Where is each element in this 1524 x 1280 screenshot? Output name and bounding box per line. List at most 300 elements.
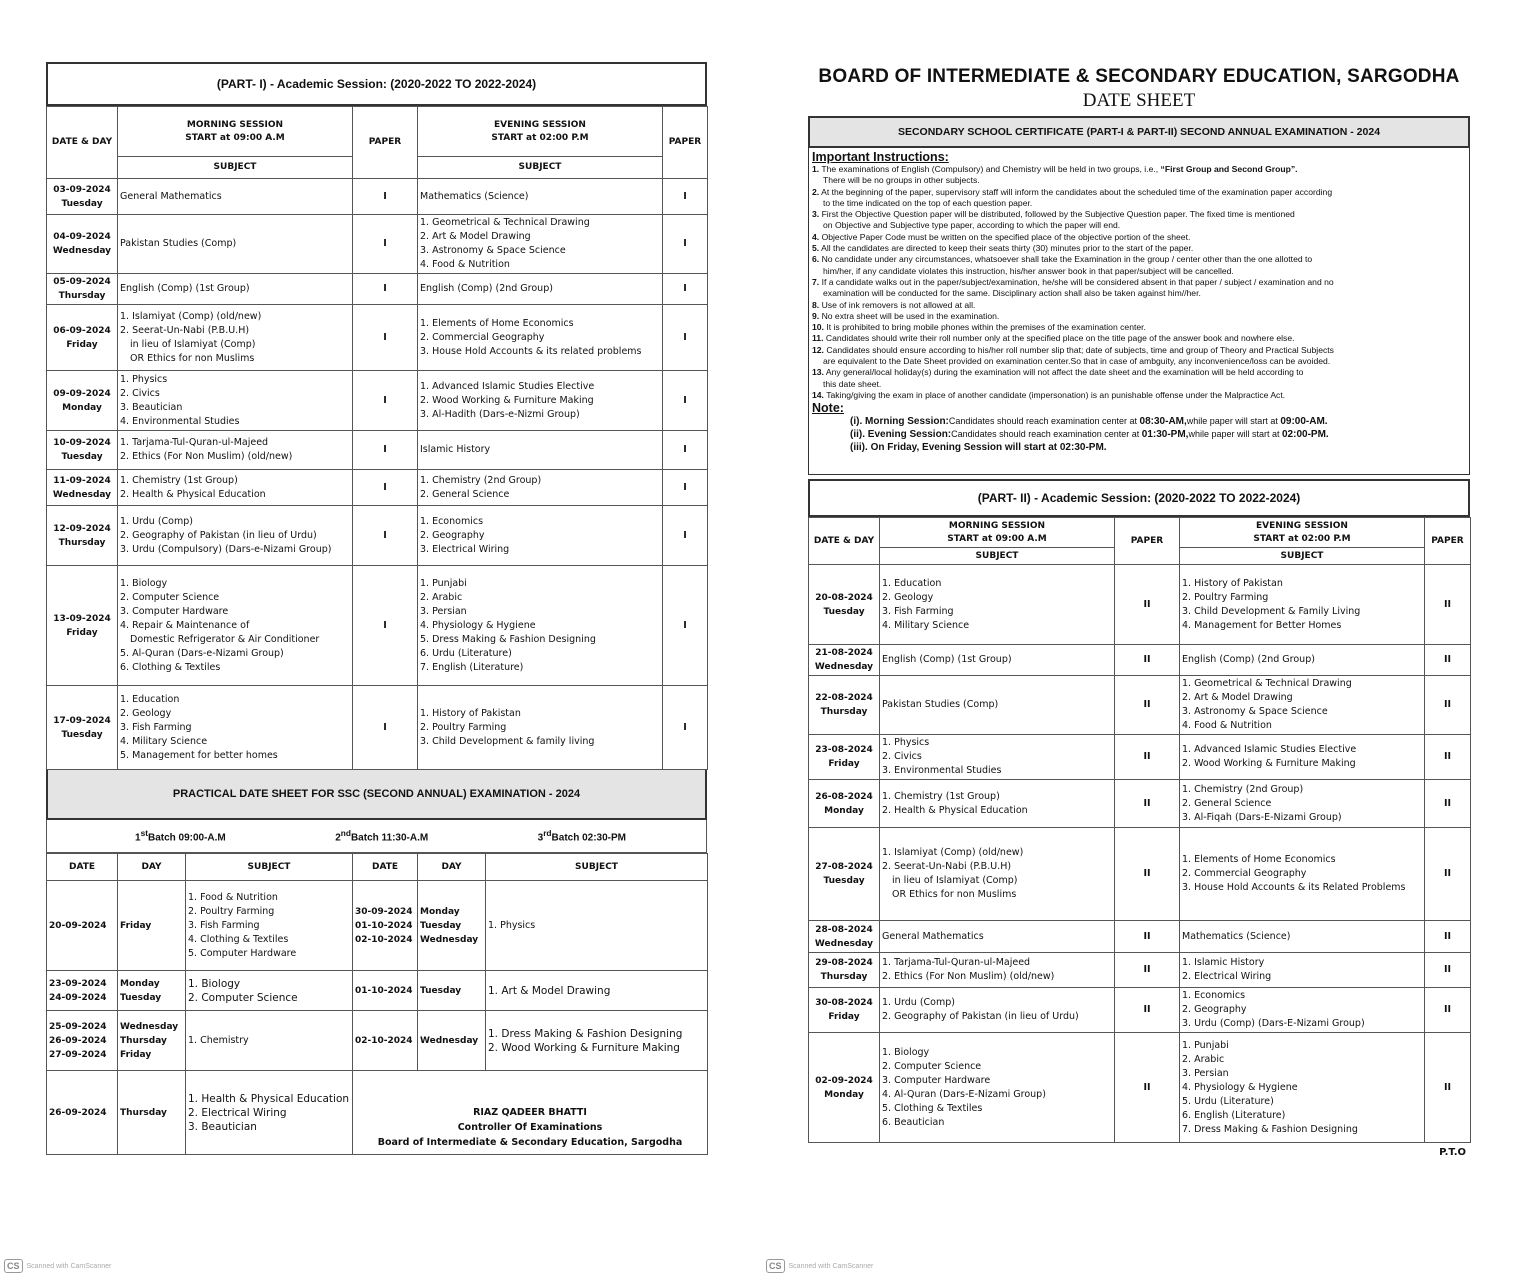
subject-list — [188, 977, 350, 1005]
header-day: DAY — [118, 854, 186, 881]
subject-item: 4. Physiology & Hygiene — [420, 619, 536, 631]
date-cell-value: 26-09-2024 — [49, 1035, 107, 1046]
note-text: Candidates should reach examination center at — [951, 429, 1142, 440]
paper-cell: II — [1115, 828, 1180, 921]
header-morning: MORNING SESSION START at 09:00 A.M — [118, 107, 353, 157]
subject-cell — [880, 988, 1115, 1033]
subject-cell — [880, 1033, 1115, 1143]
subject-item: 1. Tarjama-Tul-Quran-ul-Majeed — [882, 957, 1031, 969]
subject-cell — [1180, 988, 1425, 1033]
paper-cell: I — [353, 686, 418, 770]
subject-list — [120, 190, 350, 204]
instruction-continuation: There will be no groups in other subjects. — [823, 175, 980, 186]
subject-list — [120, 237, 350, 251]
practical-table — [46, 853, 708, 1155]
subject-item: 3. Computer Hardware — [120, 605, 229, 617]
table-row — [47, 1071, 708, 1155]
paper-cell: I — [353, 274, 418, 305]
subject-item: 1. Dress Making & Fashion Designing — [488, 1027, 683, 1040]
paper-cell: I — [663, 274, 708, 305]
day-value: Friday — [828, 759, 860, 770]
instruction-item — [812, 187, 1465, 198]
subject-list — [882, 653, 1112, 667]
day-value: Tuesday — [61, 198, 103, 209]
date-value: 27-08-2024 — [815, 862, 873, 873]
note-heading: Note: — [812, 401, 844, 416]
date-value: 26-08-2024 — [815, 791, 873, 802]
date-cell — [809, 828, 880, 921]
subject-item: 4. Al-Quran (Dars-E-Nizami Group) — [882, 1088, 1046, 1100]
instruction-number: 1. — [812, 164, 820, 174]
table-row — [809, 645, 1471, 676]
day-value: Monday — [824, 1089, 864, 1100]
subject-cell — [418, 371, 663, 431]
subject-item: 2. Wood Working & Furniture Making — [488, 1041, 680, 1054]
date-cell — [47, 686, 118, 770]
day-cell — [418, 971, 486, 1011]
day-value: Wednesday — [52, 246, 112, 256]
subject-item: 5. Computer Hardware — [188, 947, 297, 959]
subject-item: 4. Military Science — [120, 735, 208, 747]
header-subject: SUBJECT — [486, 854, 708, 881]
subject-item: 1. Education — [882, 577, 942, 589]
instruction-item — [812, 300, 1465, 311]
subject-list — [882, 1046, 1112, 1130]
subject-cell — [1180, 780, 1425, 828]
instruction-continuation: this date sheet. — [823, 378, 882, 389]
subject-cell — [186, 1011, 353, 1071]
subject-item: 1. Economics — [420, 515, 484, 527]
subject-cell — [880, 565, 1115, 645]
subject-list — [1182, 783, 1422, 825]
subject-cell — [880, 645, 1115, 676]
subject-item: 2. Health & Physical Education — [120, 488, 266, 500]
table-row — [47, 1011, 708, 1071]
note-number: (i). — [850, 416, 863, 428]
date-cell — [47, 971, 118, 1011]
date-cell — [809, 676, 880, 735]
subject-item: 1. Food & Nutrition — [188, 891, 278, 903]
instruction-text: At the beginning of the paper, supervisory staff will inform the candidates about the scheduled time of the examination paper according — [821, 186, 1333, 197]
paper-cell: I — [353, 305, 418, 371]
subject-item: 2. Health & Physical Education — [882, 804, 1028, 816]
date-cell-value: 23-09-2024 — [49, 978, 107, 989]
subject-item: 3. House Hold Accounts & its Related Problems — [1182, 882, 1406, 894]
date-cell — [353, 1011, 418, 1071]
day-cell — [118, 881, 186, 971]
subject-item: 2. Arabic — [1182, 1053, 1225, 1065]
subject-item: 3. Child Development & family living — [420, 735, 595, 747]
subject-item: 3. Fish Farming — [882, 605, 954, 617]
subject-list — [488, 1027, 705, 1055]
date-cell-value: 01-10-2024 — [355, 920, 413, 931]
subject-list — [1182, 577, 1422, 633]
subject-item: 4. Food & Nutrition — [420, 259, 510, 270]
instruction-item — [812, 254, 1465, 265]
subject-cell — [418, 215, 663, 274]
date-value: 22-08-2024 — [815, 693, 873, 704]
table-row — [47, 470, 708, 506]
subject-item: 3. Environmental Studies — [882, 765, 1002, 777]
signature-block — [353, 1071, 708, 1155]
subject-item: 2. General Science — [420, 488, 510, 500]
subject-list — [1182, 743, 1422, 771]
paper-cell: I — [353, 179, 418, 215]
instruction-number: 4. — [812, 231, 820, 242]
subject-cell — [418, 566, 663, 686]
subject-cell — [880, 676, 1115, 735]
subject-list — [420, 443, 660, 457]
subject-cell — [880, 921, 1115, 953]
header-subject: SUBJECT — [880, 548, 1115, 565]
subject-item: 2. Civics — [882, 751, 922, 763]
camscanner-watermark: CS Scanned with CamScanner — [766, 1259, 873, 1273]
header-paper: PAPER — [1425, 518, 1471, 565]
subject-item: 1. Urdu (Comp) — [120, 515, 193, 527]
instruction-text: The examinations of English (Compulsory) and Chemistry will be held in two groups, i.e., — [821, 164, 1161, 174]
date-value: 02-09-2024 — [815, 1075, 873, 1086]
subject-item: 1. Biology — [188, 977, 241, 990]
date-value: 13-09-2024 — [53, 613, 111, 624]
subject-item: 1. Geometrical & Technical Drawing — [1182, 678, 1352, 690]
subject-item: 6. Beautician — [882, 1116, 945, 1128]
note-label: Evening Session: — [867, 429, 952, 441]
subject-item: 1. Islamiyat (Comp) (old/new) — [120, 310, 262, 322]
paper-cell: II — [1425, 565, 1471, 645]
note-time: 09:00-AM. — [1280, 416, 1328, 428]
instruction-item — [812, 367, 1465, 378]
subject-cell — [880, 953, 1115, 988]
subject-item: 2. Art & Model Drawing — [1182, 692, 1293, 704]
subject-item: 6. Urdu (Literature) — [420, 647, 512, 659]
subject-item: Islamic History — [420, 444, 491, 455]
header-date: DATE — [47, 854, 118, 881]
day-cell-value: Monday — [420, 906, 460, 917]
instruction-continuation: on Objective and Subjective type paper, according to which the paper will end. — [823, 220, 1121, 231]
date-cell-value: 02-10-2024 — [355, 1035, 413, 1046]
subject-item: 3. Beautician — [120, 401, 183, 413]
batch-1: 1stBatch 09:00-A.M — [135, 828, 226, 844]
subject-cell — [1180, 676, 1425, 735]
header-subject: SUBJECT — [1180, 548, 1425, 565]
subject-item: 4. Military Science — [882, 619, 970, 631]
subject-cell — [418, 431, 663, 470]
subject-item: 1. Elements of Home Economics — [420, 317, 574, 329]
subject-list — [1182, 677, 1422, 733]
date-value: 21-08-2024 — [815, 648, 873, 659]
right-page — [808, 66, 1470, 1158]
subject-item: 5. Clothing & Textiles — [882, 1102, 983, 1114]
subject-item: 2. Geography — [420, 529, 485, 541]
subject-item: 1. Physics — [120, 373, 168, 385]
date-cell — [47, 371, 118, 431]
paper-cell: II — [1425, 953, 1471, 988]
header-date-day: DATE & DAY — [809, 518, 880, 565]
paper-cell: II — [1115, 953, 1180, 988]
table-row — [47, 506, 708, 566]
instruction-text: No extra sheet will be used in the examination. — [821, 310, 1000, 321]
day-cell-value: Tuesday — [420, 920, 462, 931]
subject-item: 1. Islamic History — [1182, 957, 1265, 969]
subject-list — [488, 919, 705, 933]
date-cell — [809, 1033, 880, 1143]
paper-cell: I — [353, 215, 418, 274]
subject-item: 3. Al-Fiqah (Dars-E-Nizami Group) — [1182, 811, 1342, 823]
day-cell — [118, 1011, 186, 1071]
header-subject: SUBJECT — [118, 157, 353, 179]
header-subject: SUBJECT — [186, 854, 353, 881]
table-row — [809, 1033, 1471, 1143]
subject-item: 1. History of Pakistan — [1182, 577, 1283, 589]
paper-cell: II — [1425, 735, 1471, 780]
subject-item: 4. Clothing & Textiles — [188, 933, 289, 945]
subject-item: 1. Geometrical & Technical Drawing — [420, 217, 590, 228]
part1-table — [46, 106, 708, 770]
subject-item: 1. Art & Model Drawing — [488, 984, 611, 997]
instruction-item — [812, 311, 1465, 322]
subject-cell — [186, 1071, 353, 1155]
subject-item: 3. Al-Hadith (Dars-e-Nizmi Group) — [420, 408, 580, 420]
instruction-number: 12. — [812, 344, 824, 355]
subject-list — [420, 515, 660, 557]
note-number: (iii). — [850, 442, 868, 454]
day-value: Tuesday — [823, 876, 865, 887]
instruction-text: Objective Paper Code must be written on the specified place of the objective portion of the sheet. — [821, 231, 1191, 242]
instruction-text: Candidates should ensure according to his/her roll number slip that; date of subjects, time and group of Theory and Practical Subjects — [826, 344, 1334, 355]
date-value: 03-09-2024 — [53, 184, 111, 195]
date-value: 20-08-2024 — [815, 592, 873, 603]
date-value: 29-08-2024 — [815, 958, 873, 969]
subject-item: 2. Geology — [120, 707, 172, 719]
day-value: Wednesday — [52, 489, 112, 500]
subject-item: 2. Geology — [882, 591, 934, 603]
paper-cell: II — [1115, 735, 1180, 780]
instructions-heading: Important Instructions: — [812, 150, 949, 164]
instruction-text: It is prohibited to bring mobile phones within the premises of the examination center. — [826, 322, 1146, 333]
instruction-number: 13. — [812, 367, 824, 378]
table-row — [809, 676, 1471, 735]
subject-cell — [118, 686, 353, 770]
instruction-text: First the Objective Question paper will be distributed, followed by the Subjective Question paper. The fixed time is mentioned — [821, 209, 1295, 220]
table-row — [47, 305, 708, 371]
day-value: Thursday — [58, 537, 106, 548]
instruction-number: 6. — [812, 254, 820, 265]
day-value: Monday — [824, 805, 864, 816]
subject-cell — [1180, 1033, 1425, 1143]
table-row — [809, 828, 1471, 921]
subject-list — [420, 380, 660, 422]
subject-cell — [418, 179, 663, 215]
instruction-continuation: to the time indicated on the top of each question paper. — [823, 197, 1033, 208]
day-cell-value: Wednesday — [120, 1021, 179, 1032]
subject-cell — [418, 305, 663, 371]
subject-item: 2. Geography of Pakistan (in lieu of Urdu) — [882, 1011, 1079, 1023]
date-value: 10-09-2024 — [53, 438, 111, 448]
date-cell — [353, 971, 418, 1011]
table-row — [47, 686, 708, 770]
subject-item: 1. Chemistry — [188, 1034, 249, 1046]
subject-list — [188, 1092, 350, 1134]
subject-item: 2. Geography — [1182, 1004, 1247, 1016]
instruction-item — [812, 333, 1465, 344]
subject-item: 2. General Science — [1182, 797, 1272, 809]
subject-cell — [1180, 735, 1425, 780]
subject-item: General Mathematics — [120, 190, 222, 202]
note-text: Candidates should reach examination center at — [948, 416, 1140, 427]
day-value: Thursday — [820, 972, 868, 983]
date-cell — [809, 921, 880, 953]
subject-item: 1. Chemistry (2nd Group) — [420, 474, 542, 486]
subject-list — [882, 930, 1112, 944]
subject-item: 2. Geography of Pakistan (in lieu of Urdu) — [120, 529, 317, 541]
date-cell-value: 20-09-2024 — [49, 920, 107, 931]
subject-item: 1. Advanced Islamic Studies Elective — [1182, 744, 1357, 756]
note-number: (ii). — [850, 429, 865, 441]
batch-3: 3rdBatch 02:30-PM — [537, 828, 626, 844]
instruction-text: All the candidates are directed to keep their seats thirty (30) minutes prior to the start of the paper. — [821, 243, 1194, 254]
subject-cell — [118, 371, 353, 431]
subject-item: 2. Poultry Farming — [1182, 591, 1269, 603]
subject-item: English (Comp) (1st Group) — [120, 283, 250, 294]
subject-item: 1. Chemistry (1st Group) — [882, 790, 1000, 802]
date-cell — [353, 881, 418, 971]
day-cell-value: Wednesday — [420, 1035, 479, 1046]
instruction-text: Candidates should write their roll number only at the specified place on the title page of the answer book and nowhere else. — [825, 333, 1295, 344]
date-cell — [47, 1011, 118, 1071]
batch-times — [46, 820, 707, 853]
subject-item: 3. House Hold Accounts & its related problems — [420, 345, 642, 357]
subject-item: 4. Environmental Studies — [120, 415, 240, 427]
paper-cell: II — [1115, 921, 1180, 953]
subject-cell — [118, 274, 353, 305]
paper-cell: II — [1115, 676, 1180, 735]
day-value: Thursday — [820, 707, 868, 718]
subject-item: 1. Advanced Islamic Studies Elective — [420, 380, 595, 392]
subject-item: 2. Civics — [120, 387, 160, 399]
day-cell-value: Thursday — [120, 1107, 167, 1118]
pto-label: P.T.O — [1439, 1147, 1466, 1159]
paper-cell: II — [1425, 645, 1471, 676]
subject-item: 1. Urdu (Comp) — [882, 997, 955, 1009]
table-row — [47, 566, 708, 686]
paper-cell: II — [1115, 645, 1180, 676]
subject-item: 3. Computer Hardware — [882, 1074, 991, 1086]
date-cell — [47, 179, 118, 215]
note-item — [812, 415, 1465, 428]
date-cell — [47, 1071, 118, 1155]
subject-item: 2. Poultry Farming — [188, 905, 275, 917]
paper-cell: I — [663, 686, 708, 770]
subject-cell — [118, 470, 353, 506]
date-cell — [47, 881, 118, 971]
day-value: Thursday — [58, 291, 106, 301]
table-row — [47, 274, 708, 305]
subject-cell — [1180, 645, 1425, 676]
date-value: 05-09-2024 — [53, 277, 111, 287]
subject-item: 4. Physiology & Hygiene — [1182, 1081, 1298, 1093]
subject-item: 1. Chemistry (1st Group) — [120, 474, 238, 486]
subject-cell — [880, 735, 1115, 780]
day-value: Friday — [66, 339, 98, 350]
subject-item: 1. Economics — [1182, 990, 1246, 1002]
header-date: DATE — [353, 854, 418, 881]
subject-item: 2. Poultry Farming — [420, 721, 507, 733]
paper-cell: I — [663, 506, 708, 566]
subject-item: 2. Arabic — [420, 591, 463, 603]
instruction-continuation: examination will be conducted for the same. Disciplinary action shall also be taken against him//her. — [823, 288, 1201, 299]
note-item — [812, 441, 1465, 454]
batch-2: 2ndBatch 11:30-A.M — [335, 828, 429, 844]
instruction-text: If a candidate walks out in the paper/subject/examination, he/she will be considered absent in that paper / subject / examination and no — [821, 276, 1334, 287]
day-value: Friday — [828, 1012, 860, 1023]
instruction-number: 7. — [812, 276, 820, 287]
instruction-number: 9. — [812, 310, 820, 321]
date-cell — [47, 215, 118, 274]
paper-cell: II — [1425, 988, 1471, 1033]
instruction-emphasis: “First Group and Second Group”. — [1160, 164, 1298, 174]
paper-cell: II — [1425, 780, 1471, 828]
instruction-item — [812, 390, 1465, 401]
date-cell-value: 30-09-2024 — [355, 906, 413, 917]
subject-cell — [418, 470, 663, 506]
subject-item: 2. Computer Science — [188, 991, 298, 1004]
subject-cell — [118, 431, 353, 470]
subject-item: 1. Islamiyat (Comp) (old/new) — [882, 847, 1024, 859]
day-cell-value: Monday — [120, 978, 160, 989]
subject-item: 1. Biology — [882, 1046, 930, 1058]
instruction-number: 14. — [812, 389, 824, 400]
subject-list — [188, 891, 350, 961]
date-cell — [809, 780, 880, 828]
day-cell-value: Wednesday — [420, 934, 479, 945]
paper-cell: I — [353, 506, 418, 566]
date-value: 04-09-2024 — [53, 232, 111, 242]
instruction-item — [812, 164, 1465, 175]
table-row — [809, 780, 1471, 828]
subject-item: 5. Dress Making & Fashion Designing — [420, 633, 596, 645]
subject-item: 3. Electrical Wiring — [420, 543, 510, 555]
subject-item: 2. Commercial Geography — [1182, 868, 1307, 880]
subject-item: 5. Urdu (Literature) — [1182, 1095, 1274, 1107]
subject-list — [420, 577, 660, 675]
date-cell — [809, 988, 880, 1033]
subject-item: OR Ethics for non Muslims — [130, 352, 255, 364]
subject-item: 1. Punjabi — [1182, 1039, 1229, 1051]
subject-cell — [1180, 953, 1425, 988]
subject-list — [882, 698, 1112, 712]
subject-item: 1. History of Pakistan — [420, 707, 521, 719]
date-cell — [47, 431, 118, 470]
subject-item: 6. Clothing & Textiles — [120, 661, 221, 673]
subject-item: 3. Persian — [420, 605, 467, 617]
subject-item: 2. Electrical Wiring — [188, 1106, 287, 1119]
subject-item: 1. Punjabi — [420, 577, 467, 589]
subject-item: 2. Ethics (For Non Muslim) (old/new) — [120, 451, 293, 462]
day-value: Friday — [66, 627, 98, 638]
subject-item: 1. Chemistry (2nd Group) — [1182, 783, 1304, 795]
date-cell — [809, 565, 880, 645]
date-cell-value: 24-09-2024 — [49, 992, 107, 1003]
day-cell-value: Friday — [120, 1049, 152, 1060]
subject-item: 3. Astronomy & Space Science — [420, 245, 566, 256]
instruction-item — [812, 322, 1465, 333]
instruction-text: No candidate under any circumstances, whatsoever shall take the Examination in the group / center other than the one allotted to — [821, 254, 1313, 265]
date-value: 17-09-2024 — [53, 715, 111, 726]
day-value: Tuesday — [61, 452, 103, 462]
paper-cell: I — [663, 470, 708, 506]
note-label: On Friday, Evening Session will start at 02:30-PM. — [870, 442, 1107, 454]
instruction-item — [812, 232, 1465, 243]
